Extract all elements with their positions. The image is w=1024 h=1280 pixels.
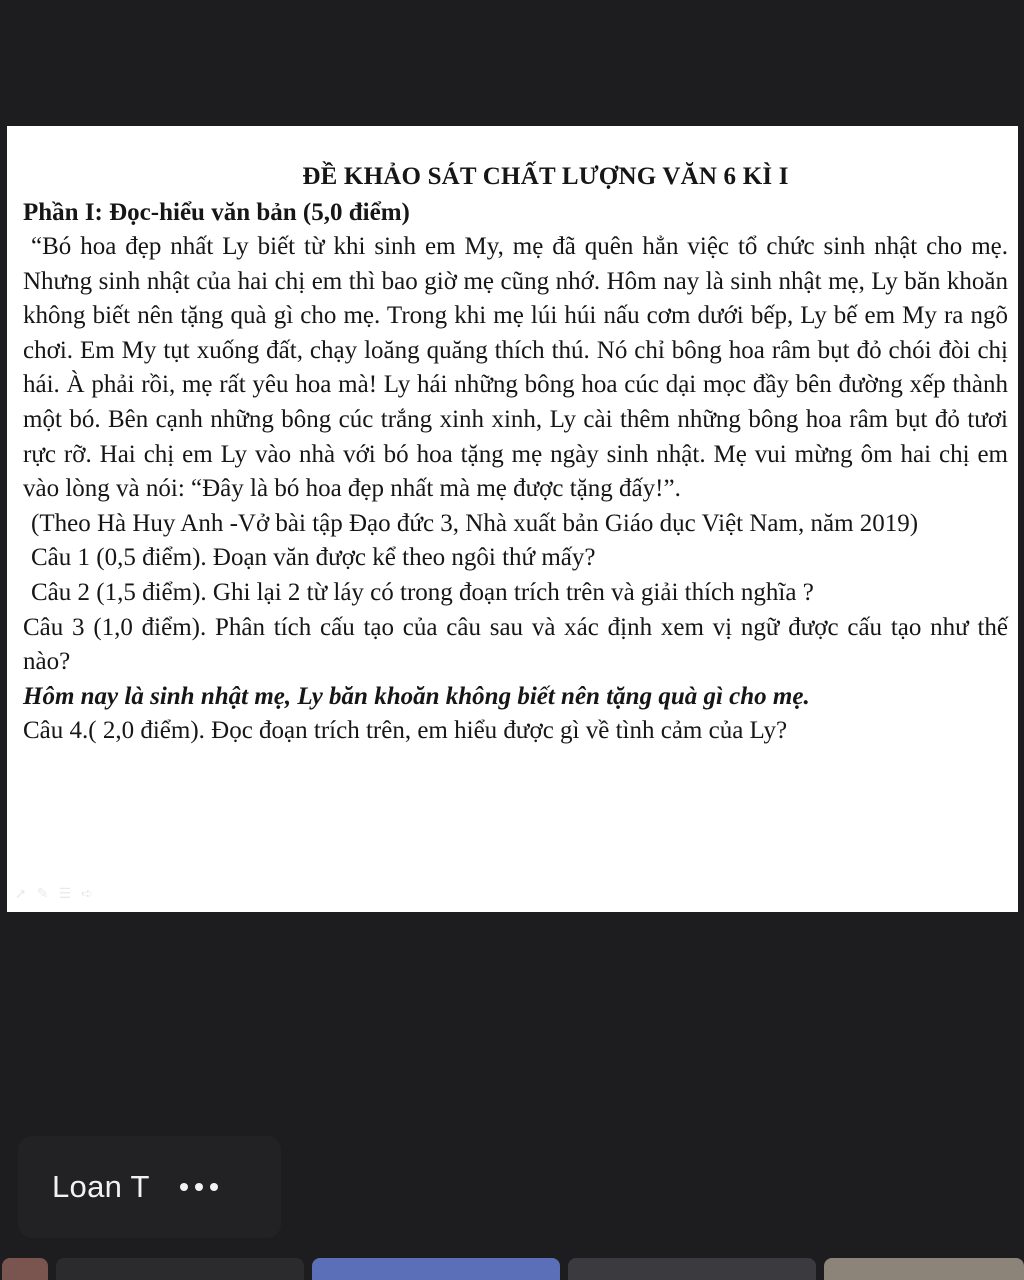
menu-icon: ☰	[58, 886, 72, 902]
more-dots-icon	[210, 1183, 218, 1191]
question-2: Câu 2 (1,5 điểm). Ghi lại 2 từ láy có trong đoạn trích trên và giải thích nghĩa ?	[31, 578, 814, 606]
participant-thumbnail[interactable]	[312, 1258, 560, 1280]
pointer-icon: ➚	[15, 886, 27, 902]
document-title: ĐỀ KHẢO SÁT CHẤT LƯỢNG VĂN 6 KÌ I	[302, 163, 789, 190]
question-4: Câu 4.( 2,0 điểm). Đọc đoạn trích trên, em hiểu được gì về tình cảm của Ly?	[23, 717, 788, 745]
passage-source: (Theo Hà Huy Anh -Vở bài tập Đạo đức 3, Nhà xuất bản Giáo dục Việt Nam, năm 2019)	[31, 509, 919, 537]
participant-thumbnail[interactable]	[2, 1258, 48, 1280]
pen-icon: ✎	[36, 886, 49, 902]
more-dots-icon	[180, 1183, 188, 1191]
participant-name: Loan T	[52, 1169, 150, 1204]
next-icon: ➪	[81, 886, 93, 902]
question-3: Câu 3 (1,0 điểm). Phân tích cấu tạo của câu sau và xác định xem vị ngữ được cấu tạo như thế nào?	[23, 613, 1008, 676]
participant-thumbnail[interactable]	[824, 1258, 1024, 1280]
participant-thumbnail[interactable]	[56, 1258, 304, 1280]
participant-name-tag	[18, 1136, 281, 1238]
participant-thumbnail[interactable]	[568, 1258, 816, 1280]
more-options-button[interactable]	[180, 1172, 218, 1202]
slide-toolbar	[15, 886, 93, 902]
example-sentence: Hôm nay là sinh nhật mẹ, Ly băn khoăn không biết nên tặng quà gì cho mẹ.	[23, 682, 810, 710]
reading-passage: “Bó hoa đẹp nhất Ly biết từ khi sinh em My, mẹ đã quên hẳn việc tổ chức sinh nhật cho mẹ. Nhưng sinh nhật của hai chị em thì bao giờ mẹ cũng nhớ. Hôm nay là sinh nhật mẹ, Ly băn khoăn không biết nên tặng quà gì cho mẹ. Trong khi mẹ lúi húi nấu cơm dưới bếp, Ly bế em My ra ngõ chơi. Em My tụt xuống đất, chạy loăng quăng thích thú. Nó chỉ bông hoa râm bụt đỏ chói đòi chị hái. À phải rồi, mẹ rất yêu hoa mà! Ly hái những bông hoa cúc dại mọc đầy bên đường xếp thành một bó. Bên cạnh những bông cúc trắng xinh xinh, Ly cài thêm những bông hoa râm bụt đỏ tươi rực rỡ. Hai chị em Ly vào nhà với bó hoa tặng mẹ ngày sinh nhật. Mẹ vui mừng ôm hai chị em vào lòng và nói: “Đây là bó hoa đẹp nhất mà mẹ được tặng đấy!”.	[23, 233, 1008, 503]
more-dots-icon	[195, 1183, 203, 1191]
shared-document	[7, 126, 1018, 912]
question-1: Câu 1 (0,5 điểm). Đoạn văn được kể theo ngôi thứ mấy?	[31, 544, 596, 572]
participant-thumbnail-strip	[0, 1258, 1024, 1280]
section-heading: Phần I: Đọc-hiểu văn bản (5,0 điểm)	[23, 199, 410, 226]
